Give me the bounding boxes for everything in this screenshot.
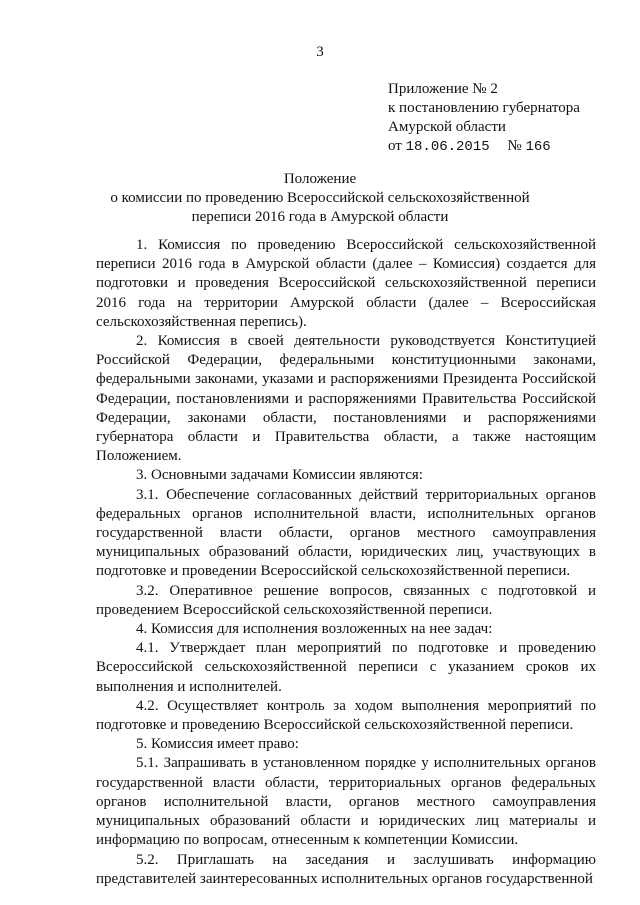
annex-number-label: № bbox=[507, 138, 522, 154]
paragraph-5-2: 5.2. Приглашать на заседания и заслушивать информацию представителей заинтересованных исполнительных органов государственной bbox=[96, 851, 596, 887]
paragraph-3: 3. Основными задачами Комиссии являются: bbox=[136, 467, 423, 484]
annex-date: 18.06.2015 bbox=[405, 139, 490, 155]
document-body bbox=[96, 236, 596, 889]
annex-date-line bbox=[388, 137, 580, 157]
paragraph-5: 5. Комиссия имеет право: bbox=[136, 736, 299, 753]
annex-resolution-ref: к постановлению губернатора bbox=[388, 100, 580, 116]
paragraph-2: 2. Комиссия в своей деятельности руководствуется Конституцией Российской Федерации, федеральными конституционными законами, федеральными законами, указами и распоряжениями Президента Российской Федерации, постановлениями и распоряжениями Правительства Российской Федерации, законами области, постановлениями и распоряжениями губернатора области и Правительства области, а также настоящим Положением. bbox=[96, 333, 596, 465]
title-line-1: Положение bbox=[283, 171, 357, 187]
paragraph-5-1: 5.1. Запрашивать в установленном порядке у исполнительных органов государственной власти области, территориальных органов федеральных органов исполнительной власти, органов местного самоуправления муниципальных образований области и юридических лиц материалы и информацию по вопросам, отнесенным к компетенции Комиссии. bbox=[96, 755, 596, 849]
paragraph-1: 1. Комиссия по проведению Всероссийской сельскохозяйственной переписи 2016 года в Амурской области (далее – Комиссия) создается для подготовки и проведения Всероссийской сельскохозяйственной переписи 2016 года на территории Амурской области (далее – Всероссийская сельскохозяйственная перепись). bbox=[96, 237, 596, 330]
paragraph-4-1: 4.1. Утверждает план мероприятий по подготовке и проведению Всероссийской сельскохозяйственной переписи с указанием сроков их выполнения и исполнителей. bbox=[96, 640, 596, 695]
annex-header bbox=[388, 80, 580, 157]
paragraph-4-2: 4.2. Осуществляет контроль за ходом выполнения мероприятий по подготовке и проведению Всероссийской сельскохозяйственной переписи. bbox=[96, 697, 596, 734]
paragraph-3-2: 3.2. Оперативное решение вопросов, связанных с подготовкой и проведением Всероссийской сельскохозяйственной переписи. bbox=[96, 582, 596, 618]
title-line-2: о комиссии по проведению Всероссийской сельскохозяйственной bbox=[110, 190, 530, 206]
annex-number: 166 bbox=[525, 139, 551, 155]
page-number: 3 bbox=[316, 44, 324, 60]
annex-date-prefix: от bbox=[388, 138, 402, 154]
title-line-3: переписи 2016 года в Амурской области bbox=[191, 209, 449, 225]
document-title bbox=[90, 170, 550, 227]
paragraph-4: 4. Комиссия для исполнения возложенных на нее задач: bbox=[136, 621, 493, 638]
paragraph-3-1: 3.1. Обеспечение согласованных действий территориальных органов федеральных органов исполнительной власти, исполнительных органов государственной власти области, органов местного самоуправления муниципальных образований области, юридических лиц, участвующих в подготовке и проведении Всероссийской сельскохозяйственной переписи. bbox=[96, 486, 596, 580]
annex-title: Приложение № 2 bbox=[388, 81, 498, 97]
annex-region: Амурской области bbox=[388, 119, 506, 135]
